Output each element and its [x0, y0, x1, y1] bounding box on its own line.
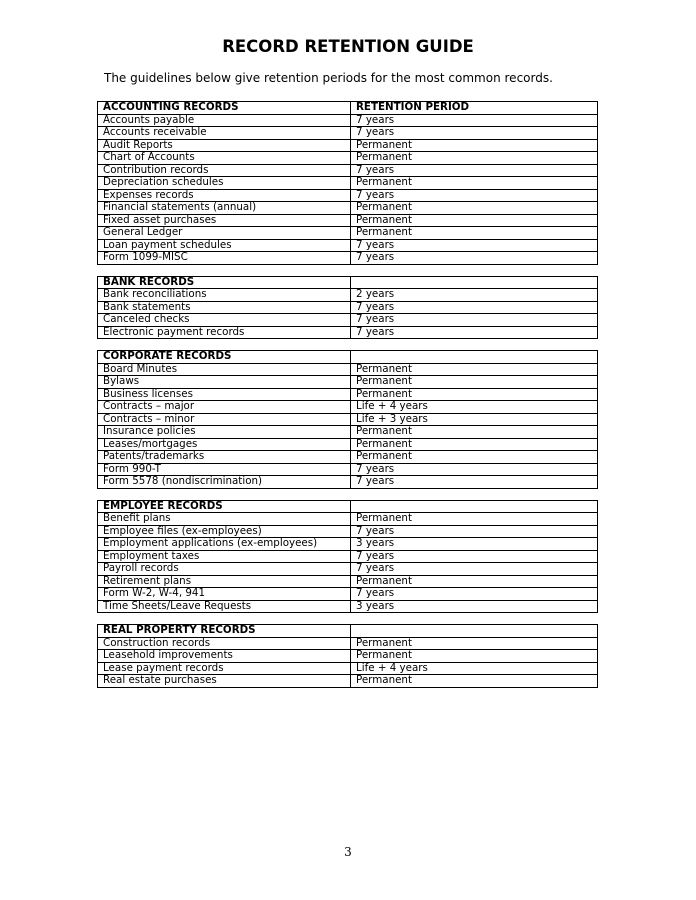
retention-period-cell: 7 years [351, 550, 598, 563]
retention-period-cell: 7 years [351, 127, 598, 140]
table-row [98, 476, 598, 489]
retention-table [97, 276, 598, 340]
table-row [98, 662, 598, 675]
table-row [98, 239, 598, 252]
record-type-cell: Loan payment schedules [98, 239, 351, 252]
record-type-cell: Audit Reports [98, 139, 351, 152]
retention-period-cell: Permanent [351, 227, 598, 240]
retention-period-cell: Permanent [351, 451, 598, 464]
table-row [98, 600, 598, 613]
record-type-cell: Contracts – major [98, 401, 351, 414]
retention-period-cell: 7 years [351, 114, 598, 127]
record-type-cell: Lease payment records [98, 662, 351, 675]
table-row [98, 202, 598, 215]
table-row [98, 127, 598, 140]
retention-period-cell: Life + 4 years [351, 662, 598, 675]
table-row [98, 164, 598, 177]
table-row [98, 189, 598, 202]
period-heading [351, 351, 598, 364]
retention-period-cell: 7 years [351, 525, 598, 538]
record-type-cell: Bank reconciliations [98, 289, 351, 302]
retention-period-cell: 7 years [351, 563, 598, 576]
section-heading: ACCOUNTING RECORDS [98, 102, 351, 115]
retention-period-cell: 7 years [351, 588, 598, 601]
record-type-cell: Patents/trademarks [98, 451, 351, 464]
table-row [98, 650, 598, 663]
record-type-cell: Time Sheets/Leave Requests [98, 600, 351, 613]
table-header-row [98, 351, 598, 364]
record-type-cell: Accounts payable [98, 114, 351, 127]
record-type-cell: Employee files (ex-employees) [98, 525, 351, 538]
retention-period-cell: 7 years [351, 301, 598, 314]
table-row [98, 675, 598, 688]
record-type-cell: Accounts receivable [98, 127, 351, 140]
section-heading: BANK RECORDS [98, 276, 351, 289]
retention-table [97, 101, 598, 265]
table-row [98, 252, 598, 265]
table-row [98, 588, 598, 601]
retention-table [97, 500, 598, 614]
record-type-cell: Real estate purchases [98, 675, 351, 688]
intro-text: The guidelines below give retention periods for the most common records. [104, 71, 553, 85]
record-type-cell: Leases/mortgages [98, 438, 351, 451]
retention-period-cell: Permanent [351, 202, 598, 215]
table-row [98, 139, 598, 152]
table-row [98, 538, 598, 551]
retention-period-cell: 7 years [351, 314, 598, 327]
table-row [98, 289, 598, 302]
record-type-cell: Bylaws [98, 376, 351, 389]
record-type-cell: Fixed asset purchases [98, 214, 351, 227]
record-type-cell: Retirement plans [98, 575, 351, 588]
table-row [98, 463, 598, 476]
record-type-cell: Contribution records [98, 164, 351, 177]
retention-period-cell: Permanent [351, 575, 598, 588]
record-type-cell: Contracts – minor [98, 413, 351, 426]
table-row [98, 152, 598, 165]
retention-period-cell: Life + 4 years [351, 401, 598, 414]
table-header-row [98, 625, 598, 638]
record-type-cell: Leasehold improvements [98, 650, 351, 663]
table-row [98, 525, 598, 538]
table-header-row [98, 276, 598, 289]
table-row [98, 426, 598, 439]
retention-period-cell: 7 years [351, 239, 598, 252]
retention-period-cell: 7 years [351, 476, 598, 489]
section-heading: EMPLOYEE RECORDS [98, 500, 351, 513]
retention-period-cell: 7 years [351, 164, 598, 177]
record-type-cell: Board Minutes [98, 363, 351, 376]
table-row [98, 550, 598, 563]
record-type-cell: Construction records [98, 637, 351, 650]
table-row [98, 438, 598, 451]
record-type-cell: Electronic payment records [98, 326, 351, 339]
retention-period-cell: 3 years [351, 538, 598, 551]
table-row [98, 363, 598, 376]
record-type-cell: Employment taxes [98, 550, 351, 563]
table-row [98, 637, 598, 650]
table-row [98, 451, 598, 464]
table-row [98, 388, 598, 401]
table-row [98, 513, 598, 526]
retention-period-cell: Permanent [351, 637, 598, 650]
retention-period-cell: 3 years [351, 600, 598, 613]
record-type-cell: Form W-2, W-4, 941 [98, 588, 351, 601]
table-row [98, 563, 598, 576]
retention-period-cell: 7 years [351, 326, 598, 339]
retention-period-cell: 2 years [351, 289, 598, 302]
retention-period-cell: 7 years [351, 252, 598, 265]
section-heading: REAL PROPERTY RECORDS [98, 625, 351, 638]
record-type-cell: General Ledger [98, 227, 351, 240]
table-row [98, 177, 598, 190]
retention-period-cell: Permanent [351, 438, 598, 451]
retention-table [97, 350, 598, 489]
retention-period-cell: Permanent [351, 214, 598, 227]
retention-period-cell: Permanent [351, 650, 598, 663]
table-row [98, 214, 598, 227]
record-type-cell: Form 5578 (nondiscrimination) [98, 476, 351, 489]
table-row [98, 376, 598, 389]
table-header-row [98, 102, 598, 115]
record-type-cell: Expenses records [98, 189, 351, 202]
period-heading [351, 625, 598, 638]
retention-period-cell: Life + 3 years [351, 413, 598, 426]
retention-tables [97, 101, 597, 699]
retention-period-cell: Permanent [351, 388, 598, 401]
retention-period-cell: 7 years [351, 463, 598, 476]
retention-table [97, 624, 598, 688]
record-type-cell: Payroll records [98, 563, 351, 576]
retention-period-cell: Permanent [351, 139, 598, 152]
record-type-cell: Financial statements (annual) [98, 202, 351, 215]
table-row [98, 301, 598, 314]
record-type-cell: Business licenses [98, 388, 351, 401]
retention-period-cell: 7 years [351, 189, 598, 202]
retention-period-cell: Permanent [351, 426, 598, 439]
record-type-cell: Insurance policies [98, 426, 351, 439]
table-row [98, 413, 598, 426]
period-heading: RETENTION PERIOD [351, 102, 598, 115]
table-header-row [98, 500, 598, 513]
table-row [98, 314, 598, 327]
retention-period-cell: Permanent [351, 152, 598, 165]
record-type-cell: Employment applications (ex-employees) [98, 538, 351, 551]
record-type-cell: Form 1099-MISC [98, 252, 351, 265]
section-heading: CORPORATE RECORDS [98, 351, 351, 364]
table-row [98, 401, 598, 414]
record-type-cell: Benefit plans [98, 513, 351, 526]
table-row [98, 114, 598, 127]
table-row [98, 326, 598, 339]
retention-period-cell: Permanent [351, 376, 598, 389]
record-type-cell: Bank statements [98, 301, 351, 314]
period-heading [351, 500, 598, 513]
record-type-cell: Depreciation schedules [98, 177, 351, 190]
table-row [98, 227, 598, 240]
page-number: 3 [344, 845, 352, 859]
period-heading [351, 276, 598, 289]
retention-period-cell: Permanent [351, 513, 598, 526]
retention-period-cell: Permanent [351, 363, 598, 376]
retention-period-cell: Permanent [351, 177, 598, 190]
table-row [98, 575, 598, 588]
record-type-cell: Canceled checks [98, 314, 351, 327]
page-title: RECORD RETENTION GUIDE [222, 37, 474, 56]
record-type-cell: Chart of Accounts [98, 152, 351, 165]
record-type-cell: Form 990-T [98, 463, 351, 476]
retention-period-cell: Permanent [351, 675, 598, 688]
